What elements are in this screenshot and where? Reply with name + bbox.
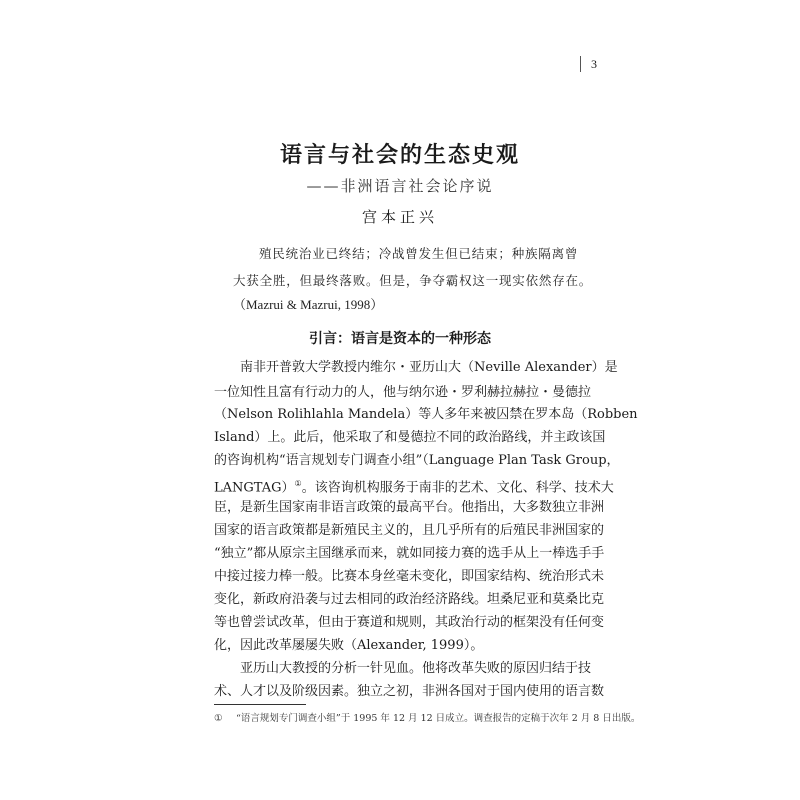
body-line: 术、人才以及阶级因素。独立之初，非洲各国对于国内使用的语言数 [214,684,605,699]
body-line: 国家的语言政策都是新殖民主义的，且几乎所有的后殖民非洲国家的 [214,523,605,538]
body-line: 的咨询机构“语言规划专门调查小组”（Language Plan Task Group， [214,453,620,468]
body-text: LANGTAG） [214,480,295,496]
body-line: 臣，是新生国家南非语言政策的最高平台。他指出，大多数独立非洲 [214,500,605,515]
body-line: 化，因此改革屡屡失败（Alexander, 1999）。 [214,638,484,653]
body-line: （Nelson Rolihlahla Mandela）等人多年来被囚禁在罗本岛（Robben [214,407,638,422]
body-line: 南非开普敦大学教授内维尔・亚历山大（Neville Alexander）是 [240,360,618,375]
body-line: 变化，新政府沿袭与过去相同的政治经济路线。坦桑尼亚和莫桑比克 [214,592,605,607]
page-number-divider [580,56,581,72]
body-line [214,473,614,499]
body-line: 一位知性且富有行动力的人，他与纳尔逊・罗利赫拉赫拉・曼德拉 [214,385,592,400]
footnote-mark: ① [214,713,223,724]
footnote-divider [214,704,306,705]
section-heading: 引言：语言是资本的一种形态 [309,331,491,347]
footnote-reference[interactable]: ① [294,479,302,488]
article-title: 语言与社会的生态史观 [279,142,520,168]
article-author: 宫本正兴 [361,208,438,226]
body-line: 等也曾尝试改革，但由于赛道和规则，其政治行动的框架没有任何变 [214,615,605,630]
body-line: Island）上。此后，他采取了和曼德拉不同的政治路线，并主政该国 [214,430,606,445]
body-line: “独立”都从原宗主国继承而来，就如同接力赛的选手从上一棒选手手 [214,546,605,561]
body-text: 。该咨询机构服务于南非的艺术、文化、科学、技术大 [301,480,614,496]
body-line: 中接过接力棒一般。比赛本身丝毫未变化，即国家结构、统治形式未 [214,569,605,584]
body-line: 亚历山大教授的分析一针见血。他将改革失败的原因归结于技 [240,661,592,676]
epigraph-line-1: 殖民统治业已终结；冷战曾发生但已结束；种族隔离曾 [259,246,579,261]
epigraph-line-2: 大获全胜，但最终落败。但是，争夺霸权这一现实依然存在。 [233,273,593,288]
page-number: 3 [591,57,597,71]
epigraph-citation: （Mazrui & Mazrui, 1998） [233,297,384,312]
footnote-text: “语言规划专门调查小组”于 1995 年 12 月 12 日成立。调查报告的定稿于次年 2 月 8 日出版。 [236,713,641,724]
article-subtitle: ——非洲语言社会论序说 [306,177,494,195]
footnote [214,712,641,726]
